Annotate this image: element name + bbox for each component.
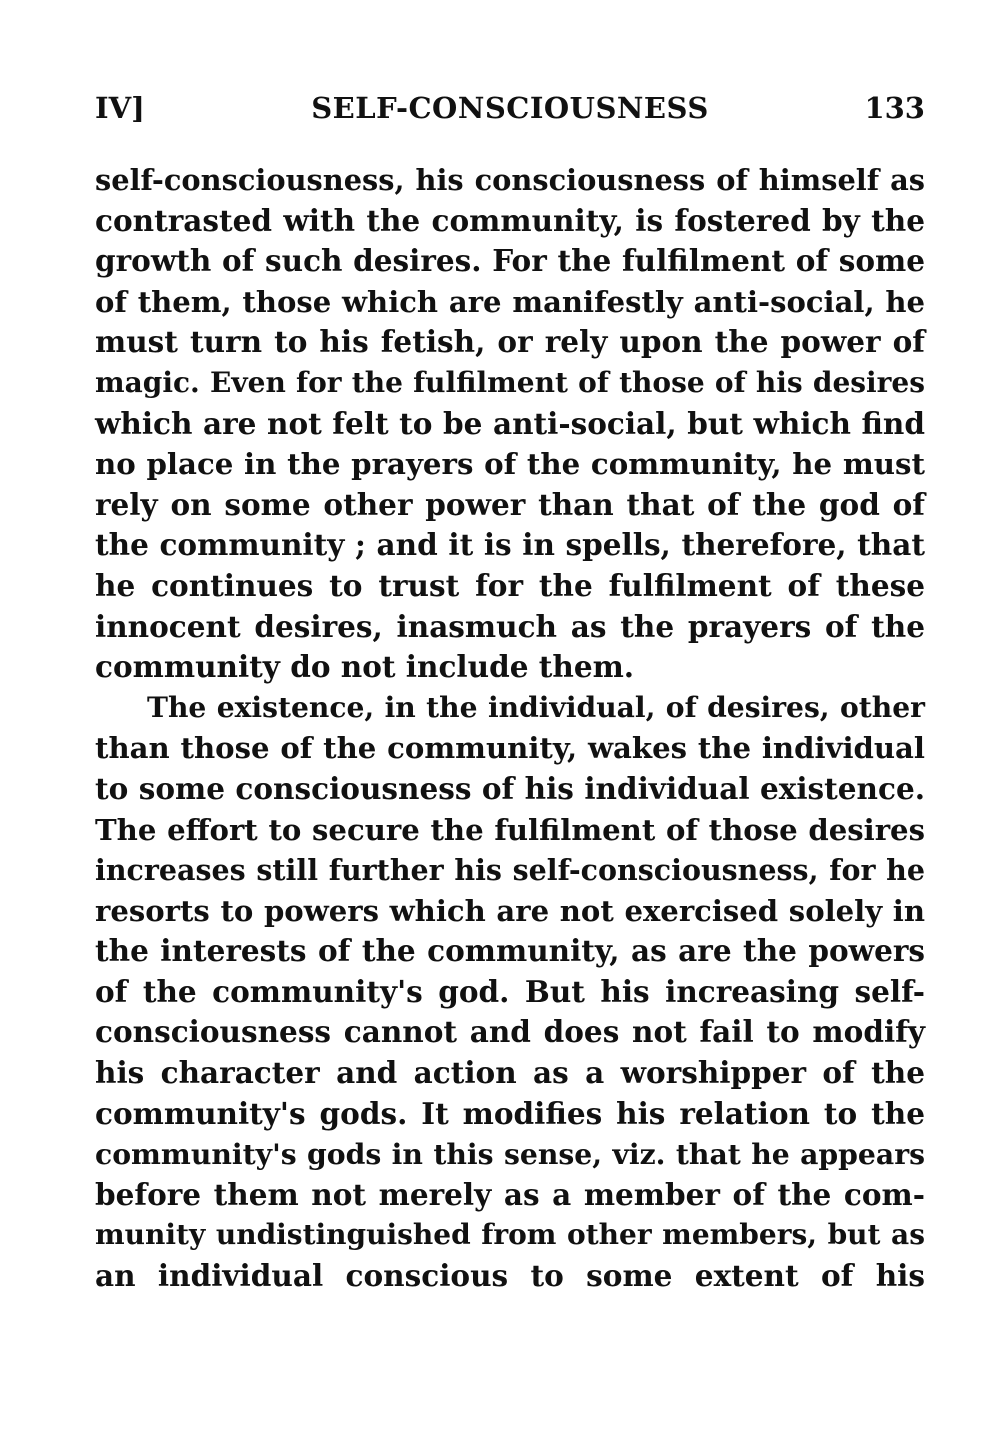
text-line: the interests of the community, as are the powers (95, 933, 925, 969)
text-line: contrasted with the community, is fostered by the (95, 202, 925, 238)
text-line: the community ; and it is in spells, therefore, that (95, 527, 925, 563)
text-line: consciousness cannot and does not fail to modify (95, 1014, 925, 1050)
text-line: an individual conscious to some extent of his (95, 1258, 925, 1294)
running-head (95, 86, 925, 130)
text-line: community do not include them. (95, 649, 635, 685)
text-line: The existence, in the individual, of desires, other (147, 690, 925, 724)
text-line: resorts to powers which are not exercised solely in (95, 893, 925, 928)
text-line: he continues to trust for the fulfilment of these (95, 567, 925, 603)
text-line: than those of the community, wakes the individual (95, 731, 925, 766)
text-line: before them not merely as a member of the com- (95, 1176, 925, 1212)
text-line: growth of such desires. For the fulfilment of some (95, 243, 925, 279)
body-text (95, 160, 925, 1297)
book-page (95, 86, 925, 1297)
running-title: SELF-CONSCIOUSNESS (311, 91, 709, 125)
text-line: increases still further his self-consciousness, for he (95, 853, 925, 888)
page-number: 133 (864, 91, 925, 125)
text-line: The effort to secure the fulfilment of those desires (95, 812, 925, 847)
paragraph-2 (95, 688, 925, 1297)
text-line: community's gods. It modifies his relation to the (95, 1095, 925, 1131)
text-line: to some consciousness of his individual existence. (95, 770, 925, 806)
chapter-number: IV] (95, 91, 145, 125)
text-line: which are not felt to be anti-social, but which find (95, 405, 925, 441)
text-line: of them, those which are manifestly anti-social, he (95, 284, 925, 319)
text-line: munity undistinguished from other members, but as (95, 1218, 925, 1252)
text-line: must turn to his fetish, or rely upon the power of (95, 324, 925, 360)
text-line: self-consciousness, his consciousness of himself as (95, 163, 925, 197)
text-line: innocent desires, inasmuch as the prayers of the (95, 608, 925, 644)
text-line: community's gods in this sense, viz. that he appears (95, 1137, 925, 1172)
text-line: no place in the prayers of the community, he must (95, 447, 925, 482)
text-line: his character and action as a worshipper of the (95, 1055, 925, 1091)
text-line: magic. Even for the fulfilment of those of his desires (95, 365, 925, 399)
paragraph-1 (95, 160, 925, 688)
text-line: rely on some other power than that of the god of (95, 486, 925, 522)
text-line: of the community's god. But his increasing self- (95, 973, 925, 1009)
